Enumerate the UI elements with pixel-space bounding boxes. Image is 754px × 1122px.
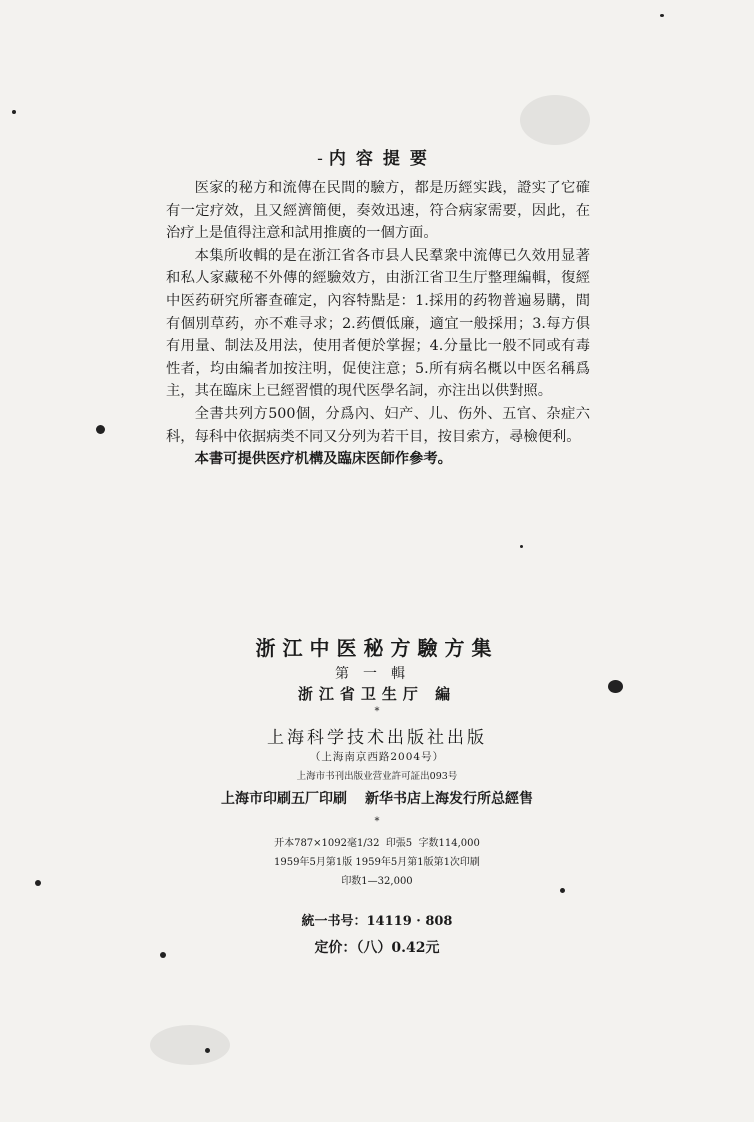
book-number: 統一书号：14119 · 808 — [301, 914, 453, 929]
scan-speck — [560, 888, 565, 893]
sheet-count: 印張5 — [385, 838, 413, 849]
volume-label: 第一輯 — [335, 666, 419, 682]
scan-speck — [520, 545, 523, 548]
summary-title: - 内容提要 — [317, 149, 437, 169]
book-title: 浙江中医秘方驗方集 — [255, 636, 499, 660]
scan-smudge — [150, 1025, 230, 1065]
format-line — [0, 834, 754, 849]
summary-paragraph: 医家的秘方和流傳在民間的驗方，都是历經实践，證实了它確有一定疗效，且又經濟簡便，奏效迅速，符合病家需要，因此，在治疗上是值得注意和試用推廣的一個方面。 — [166, 180, 590, 242]
publisher-address: （上海南京西路2004号） — [309, 751, 445, 763]
editor-line: 浙江省卫生厅 編 — [297, 685, 457, 703]
scan-speck — [12, 110, 16, 114]
publisher-line: 上海科学技术出版社出版 — [267, 728, 487, 748]
scan-speck — [660, 14, 664, 17]
summary-text — [166, 177, 590, 471]
price-line: 定价：（八）0.42元 — [314, 940, 440, 956]
print-count: 印数1—32,000 — [341, 876, 413, 887]
summary-paragraph: 本集所收輯的是在浙江省各市县人民羣衆中流傳已久效用显著和私人家藏秘不外傳的經驗效方，由浙江省卫生厅整理編輯，復經中医药研究所審查確定，內容特點是：1.採用的药物普遍易購，間有個別草药，亦不难寻求；2.药價低廉，適宜一般採用；3.每方俱有用量、制法及用法，使用者便於掌握；4.分量比一般不同或有毒性者，均由編者加按注明，促使注意；5.所有病名概以中医名稱爲主，其在臨床上已經習慣的現代医學名詞，亦注出以供對照。 — [166, 247, 590, 400]
word-count: 字数114,000 — [418, 838, 480, 849]
scan-smudge — [520, 95, 590, 145]
printer-name: 上海市印刷五厂印刷 — [221, 791, 347, 807]
summary-paragraph: 本書可提供医疗机構及臨床医師作參考。 — [194, 451, 452, 468]
separator-star: * — [374, 706, 380, 717]
edition-line: 1959年5月第1版 1959年5月第1版第1次印刷 — [274, 857, 480, 868]
printer-line — [0, 788, 754, 808]
scan-speck — [96, 425, 105, 434]
publishing-permit: 上海市书刊出版业营业許可証出093号 — [296, 771, 458, 782]
summary-paragraph: 全書共列方500個，分爲內、妇产、儿、伤外、五官、杂症六科，每科中依据病类不同又分列为若干目，按目索方，尋檢便利。 — [166, 405, 590, 445]
distributor-name: 新华书店上海发行所总經售 — [365, 791, 533, 807]
separator-star: * — [374, 816, 380, 827]
format-size: 开本787×1092毫1/32 — [274, 838, 380, 849]
